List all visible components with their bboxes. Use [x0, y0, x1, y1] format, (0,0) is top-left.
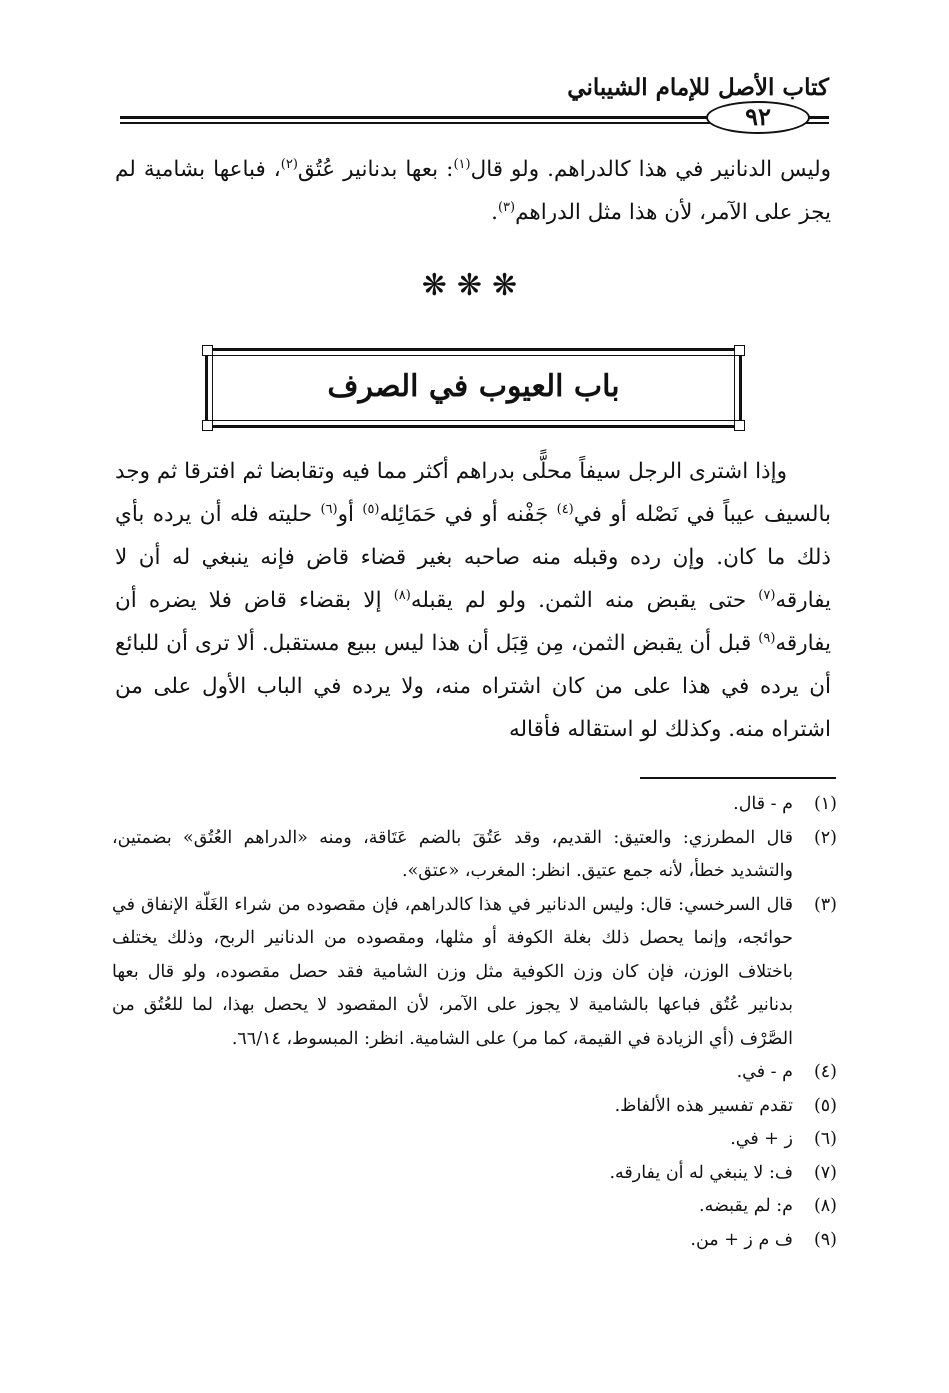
text-run: جَفْنه أو في حَمَائِله [379, 502, 557, 527]
chapter-title-frame [205, 348, 742, 428]
frame-corner [202, 420, 213, 431]
page-number: ٩٢ [706, 101, 810, 134]
footnote-ref: (٧) [758, 587, 776, 603]
main-paragraph-text [115, 450, 831, 751]
footnote-number: (٩) [813, 1229, 837, 1250]
footnotes [112, 788, 837, 1257]
footnote-number: (١) [813, 794, 837, 814]
footnote [112, 1190, 837, 1224]
text-run: حليته فله أن يرده بأي ذلك ما كان. وإن رده وقبله منه صاحبه بغير قضاء قاض فإنه ينبغي له أن لا يفارقه [115, 502, 831, 613]
footnote-text: م: لم يقبضه. [699, 1196, 793, 1216]
footnote-number: (٥) [813, 1095, 837, 1116]
text-run: : بعها بدنانير عُتُق [297, 157, 454, 182]
top-paragraph [115, 148, 831, 234]
text-run: إلا بقضاء قاض فلا يضره أن يفارقه [115, 588, 831, 656]
footnote-text: قال المطرزي: والعتيق: القديم، وقد عَتُقَ بالضم عَتَاقة، ومنه «الدراهم العُتُق» بضمتين، والتشديد خطأ، لأنه جمع عتيق. انظر: المغرب، «عتق». [112, 827, 793, 881]
footnote [112, 1224, 837, 1258]
footnote [112, 788, 837, 822]
footnote-number: (٧) [813, 1162, 837, 1183]
footnote-text: م - في. [736, 1062, 793, 1082]
main-paragraph [115, 450, 831, 751]
footnote-ref: (٢) [280, 156, 298, 172]
footnote-ref: (٣) [497, 199, 516, 215]
chapter-title: باب العيوب في الصرف [327, 369, 620, 404]
footnote-text: تقدم تفسير هذه الألفاظ. [614, 1095, 793, 1116]
footnote-text: م - قال. [733, 794, 793, 814]
top-paragraph-text [115, 148, 831, 234]
footnote-number: (٦) [813, 1129, 837, 1149]
frame-corner [202, 345, 213, 356]
footnote-ref: (٨) [393, 587, 411, 603]
footnote [112, 1056, 837, 1090]
running-title: كتاب الأصل للإمام الشيباني [567, 74, 829, 101]
footnote-ref: (٩) [758, 630, 776, 646]
footnote-number: (٣) [813, 894, 837, 915]
footnote-number: (٤) [813, 1062, 837, 1082]
footnote-text: ف م ز + من. [690, 1229, 793, 1250]
footnote [112, 889, 837, 1057]
footnote-ref: (٥) [362, 501, 380, 517]
frame-corner [734, 345, 745, 356]
text-run: قبل أن يقبض الثمن، مِن قِبَل أن هذا ليس ببيع مستقبل. ألا ترى أن للبائع أن يرده في هذا على من كان اشتراه منه، ولا يرده في الباب الأول على من اشتراه منه. وكذلك لو استقاله فأقاله [115, 631, 831, 742]
text-run: وإذا اشترى الرجل سيفاً محلًّى بدراهم أكثر مما فيه وتقابضا ثم افترقا ثم وجد بالسيف عيباً في نَصْله أو في [115, 459, 831, 527]
footnote-text: قال السرخسي: قال: وليس الدنانير في هذا كالدراهم، فإن مقصوده من شراء الغَلّة الإنفاق في حوائجه، وإنما يحصل ذلك بغلة الكوفة أو مثلها، ومقصوده من الدنانير الربح، وذلك يختلف باختلاف الوزن، فإن كان وزن الكوفية مثل وزن الشامية فقد حصل مقصوده، ولو قال بعها بدنانير عُتُق فباعها بالشامية لا يجوز على الآمر، لأن المقصود لا يحصل بهذا، لما للعُتُق من الصَّرْف (أي الزيادة في القيمة، كما مر) على الشامية. انظر: المبسوط، ٦٦/١٤. [112, 894, 793, 1049]
footnote-text: ز + في. [730, 1129, 793, 1149]
text-run: ، فباعها بشامية لم يجز على الآمر، لأن هذا مثل الدراهم [115, 157, 831, 225]
footnote [112, 1157, 837, 1191]
footnote-ref: (٦) [320, 501, 338, 517]
footnote [112, 1090, 837, 1124]
footnote [112, 1123, 837, 1157]
text-run: أو [337, 502, 363, 527]
footnote-text: ف: لا ينبغي له أن يفارقه. [609, 1162, 793, 1183]
text-run: حتى يقبض منه الثمن. ولو لم يقبله [410, 588, 759, 613]
footnote-number: (٨) [813, 1196, 837, 1216]
footnote-ref: (١) [453, 156, 471, 172]
text-run: وليس الدنانير في هذا كالدراهم. ولو قال [470, 157, 832, 182]
text-run: . [491, 200, 498, 225]
footnote [112, 822, 837, 889]
footnote-ref: (٤) [556, 501, 574, 517]
frame-corner [734, 420, 745, 431]
footnote-separator [640, 777, 836, 779]
footnote-number: (٢) [813, 827, 837, 848]
section-separator: ❋❋❋ [421, 268, 528, 303]
